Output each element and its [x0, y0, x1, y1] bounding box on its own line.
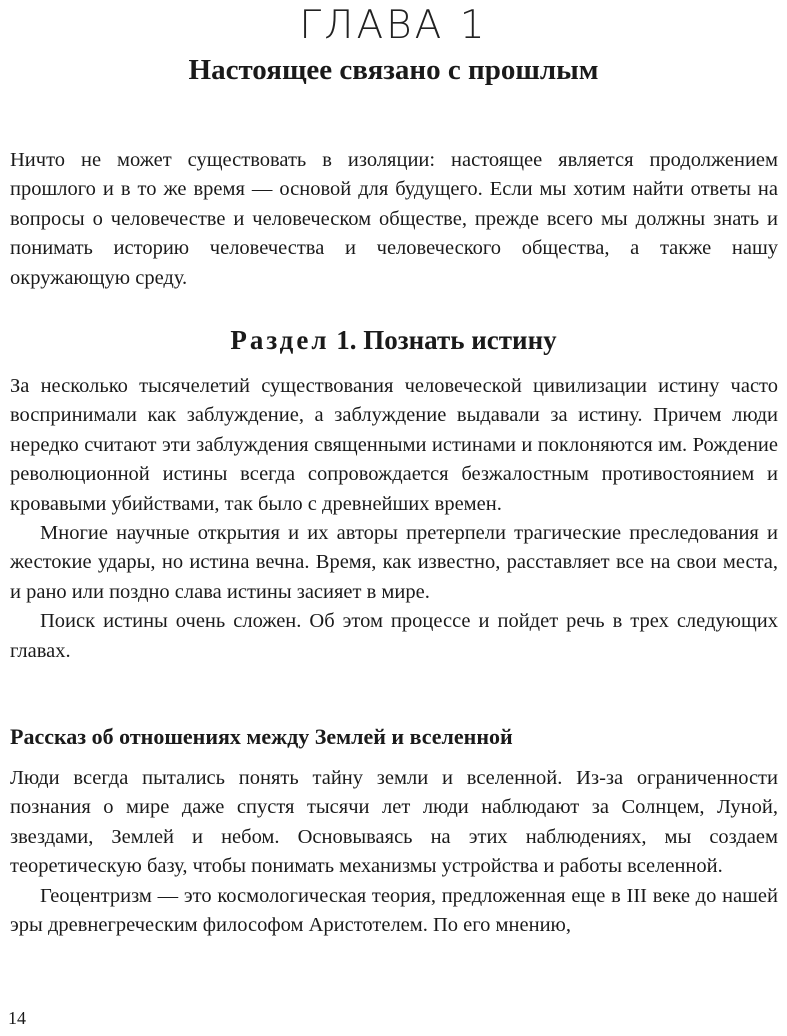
chapter-label: ГЛАВА 1	[299, 3, 488, 48]
intro-text	[10, 146, 778, 293]
section-label: Раздел	[230, 325, 330, 355]
section-text	[10, 372, 778, 666]
story-paragraph: Люди всегда пытались понять тайну земли и вселенной. Из-за ограниченности познания о мире даже спустя тысячи лет люди наблюдают за Солнцем, Луной, звездами, Землей и небом. Основываясь на этих наблюдениях, мы создаем теоретическую базу, чтобы понимать механизмы устройства и работы вселенной.	[10, 767, 778, 878]
section-paragraph: Многие научные открытия и их авторы претерпели трагические преследования и жестокие удары, но истина вечна. Время, как известно, расставляет все на свои места, и рано или поздно слава истины засияет в мире.	[10, 522, 778, 603]
section-heading: 1. Познать истину	[336, 325, 557, 355]
intro-paragraph: Ничто не может существовать в изоляции: настоящее является продолжением прошлого и в то же время — основой для будущего. Если мы хотим найти ответы на вопросы о человечестве и человеческом обществе, прежде всего мы должны знать и понимать историю человечества и человеческого общества, а также нашу окружающую среду.	[10, 149, 778, 289]
story-text	[10, 764, 778, 940]
section-paragraph: За несколько тысячелетий существования человеческой цивилизации истину часто воспринимали как заблуждение, а заблуждение выдавали за истину. Причем люди нередко считают эти заблуждения священными истинами и поклоняются им. Рождение революционной истины всегда сопровождается безжалостным противостоянием и кровавыми убийствами, так было с древнейших времен.	[10, 375, 778, 515]
section-paragraph: Поиск истины очень сложен. Об этом процессе и пойдет речь в трех следующих главах.	[10, 610, 778, 662]
section-title	[0, 322, 787, 358]
chapter-title: Настоящее связано с прошлым	[188, 54, 599, 86]
page-number: 14	[8, 1008, 26, 1028]
subsection-title: Рассказ об отношениях между Землей и вселенной	[10, 724, 513, 749]
story-paragraph: Геоцентризм — это космологическая теория, предложенная еще в III веке до нашей эры древнегреческим философом Аристотелем. По его мнению,	[10, 884, 778, 937]
